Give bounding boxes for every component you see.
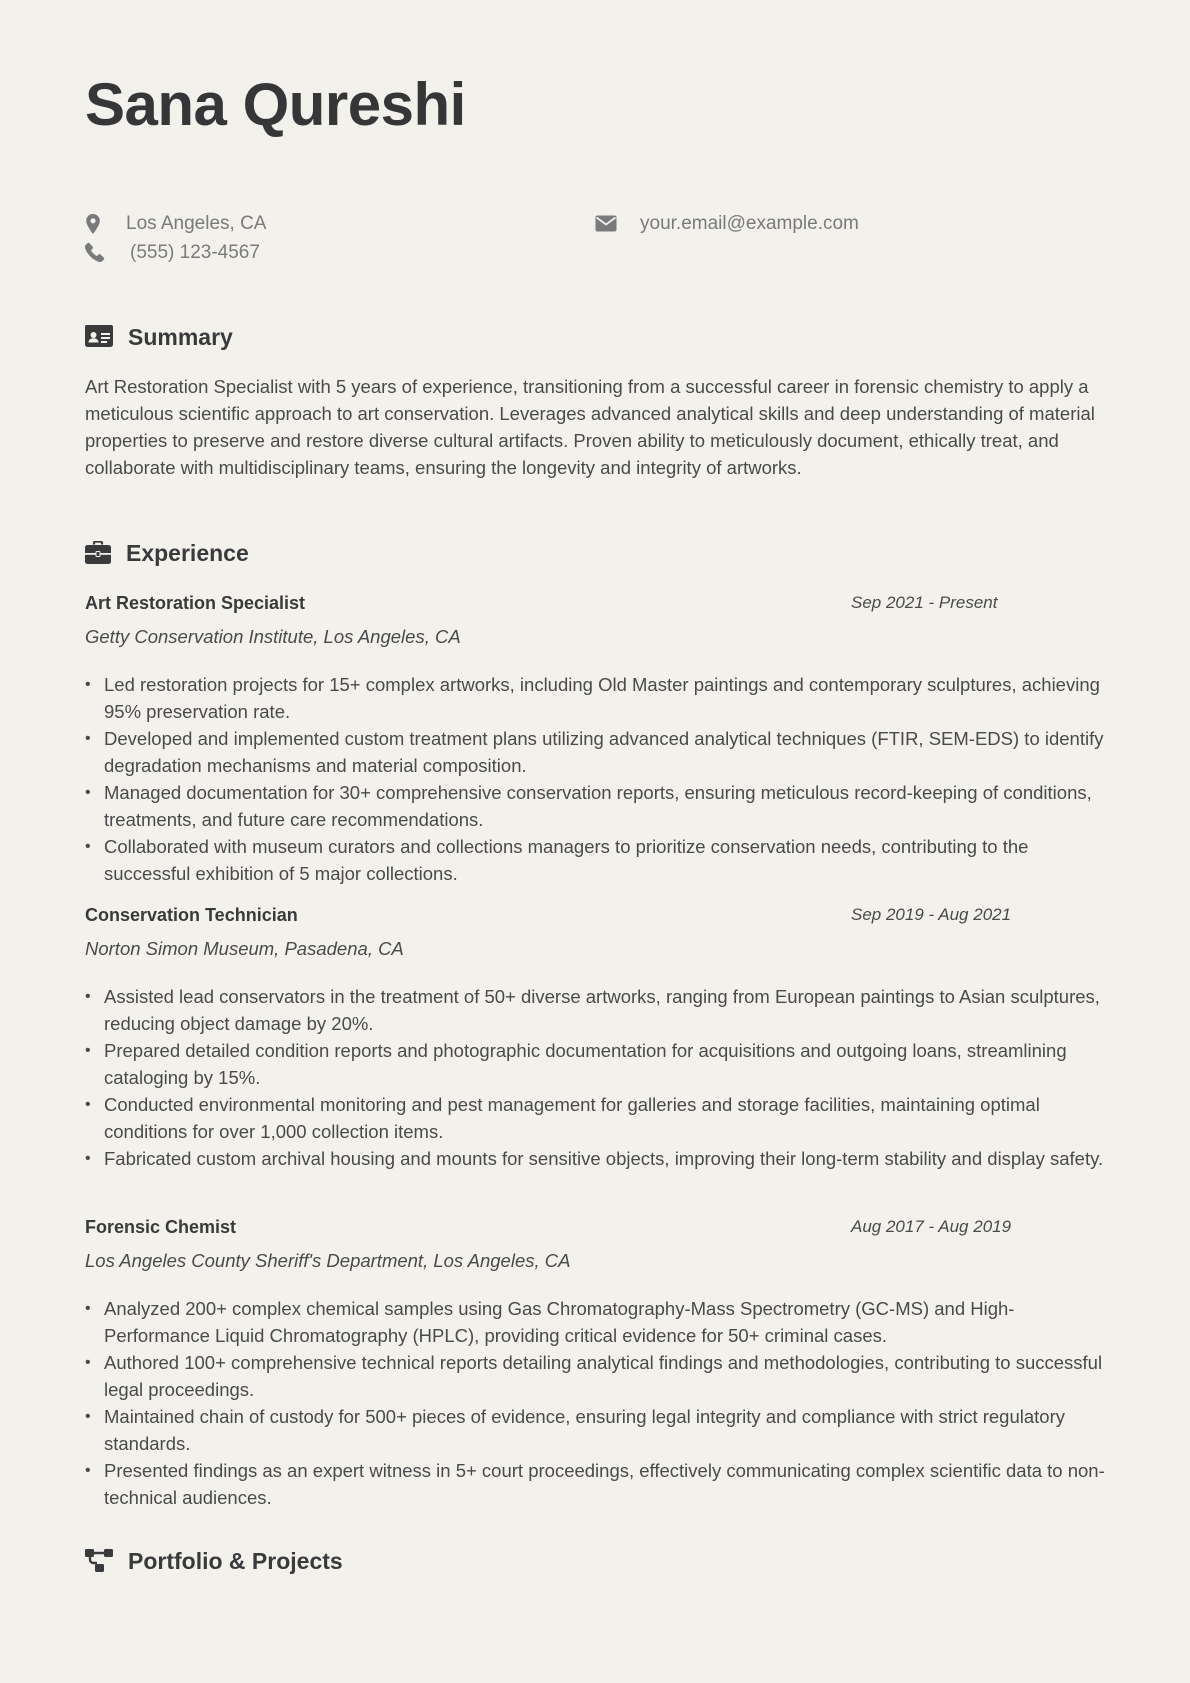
id-card-icon (85, 325, 113, 349)
job-title: Art Restoration Specialist (85, 593, 306, 613)
job-dates: Sep 2019 - Aug 2021 (851, 905, 1012, 924)
phone-text: (555) 123-4567 (130, 242, 260, 263)
bullet-item: • Collaborated with museum curators and collections managers to prioritize conservation needs, contributing to the successful exhibition of 5 major collections. (85, 833, 1105, 887)
candidate-name: Sana Qureshi (85, 71, 466, 138)
job-organization: Los Angeles County Sheriff's Department, Los Angeles, CA (85, 1250, 571, 1271)
bullet-item: • Led restoration projects for 15+ complex artworks, including Old Master paintings and contemporary sculptures, achieving 95% preservation rate. (85, 671, 1105, 725)
location-text: Los Angeles, CA (126, 213, 267, 234)
briefcase-icon (85, 541, 113, 565)
bullet-item: • Presented findings as an expert witness in 5+ court proceedings, effectively communicating complex scientific data to non-technical audiences. (85, 1457, 1105, 1511)
job-bullets (85, 983, 1105, 1172)
job-organization: Norton Simon Museum, Pasadena, CA (85, 938, 404, 959)
job-organization: Getty Conservation Institute, Los Angeles, CA (85, 626, 461, 647)
bullet-item: • Prepared detailed condition reports and photographic documentation for acquisitions and outgoing loans, streamlining cataloging by 15%. (85, 1037, 1105, 1091)
job-title: Forensic Chemist (85, 1217, 237, 1237)
sitemap-icon (85, 1549, 113, 1573)
job-dates: Sep 2021 - Present (851, 593, 998, 612)
job-bullets (85, 1295, 1105, 1511)
email-link[interactable]: your.email@example.com (640, 213, 859, 234)
phone-icon (85, 242, 105, 264)
envelope-icon (595, 213, 617, 235)
bullet-item: • Fabricated custom archival housing and mounts for sensitive objects, improving their long-term stability and display safety. (85, 1145, 1105, 1172)
bullet-item: • Authored 100+ comprehensive technical reports detailing analytical findings and methodologies, contributing to successful legal proceedings. (85, 1349, 1105, 1403)
job-dates: Aug 2017 - Aug 2019 (851, 1217, 1012, 1236)
portfolio-heading: Portfolio & Projects (128, 1548, 343, 1574)
bullet-item: • Developed and implemented custom treatment plans utilizing advanced analytical techniques (FTIR, SEM-EDS) to identify degradation mechanisms and material composition. (85, 725, 1105, 779)
experience-heading: Experience (126, 540, 249, 566)
map-marker-icon (85, 213, 105, 235)
summary-heading: Summary (128, 324, 233, 350)
bullet-item: • Assisted lead conservators in the treatment of 50+ diverse artworks, ranging from European paintings to Asian sculptures, reducing object damage by 20%. (85, 983, 1105, 1037)
job-title: Conservation Technician (85, 905, 298, 925)
bullet-item: • Managed documentation for 30+ comprehensive conservation reports, ensuring meticulous record-keeping of conditions, treatments, and future care recommendations. (85, 779, 1105, 833)
bullet-item: • Analyzed 200+ complex chemical samples using Gas Chromatography-Mass Spectrometry (GC-MS) and High-Performance Liquid Chromatography (HPLC), providing critical evidence for 50+ criminal cases. (85, 1295, 1105, 1349)
job-bullets (85, 671, 1105, 887)
summary-text: Art Restoration Specialist with 5 years of experience, transitioning from a successful career in forensic chemistry to apply a meticulous scientific approach to art conservation. Leverages advanced analytical skills and deep understanding of material properties to preserve and restore diverse cultural artifacts. Proven ability to meticulously document, ethically treat, and collaborate with multidisciplinary teams, ensuring the longevity and integrity of artworks. (85, 376, 1095, 478)
bullet-item: • Conducted environmental monitoring and pest management for galleries and storage facilities, maintaining optimal conditions for over 1,000 collection items. (85, 1091, 1105, 1145)
bullet-item: • Maintained chain of custody for 500+ pieces of evidence, ensuring legal integrity and compliance with strict regulatory standards. (85, 1403, 1105, 1457)
